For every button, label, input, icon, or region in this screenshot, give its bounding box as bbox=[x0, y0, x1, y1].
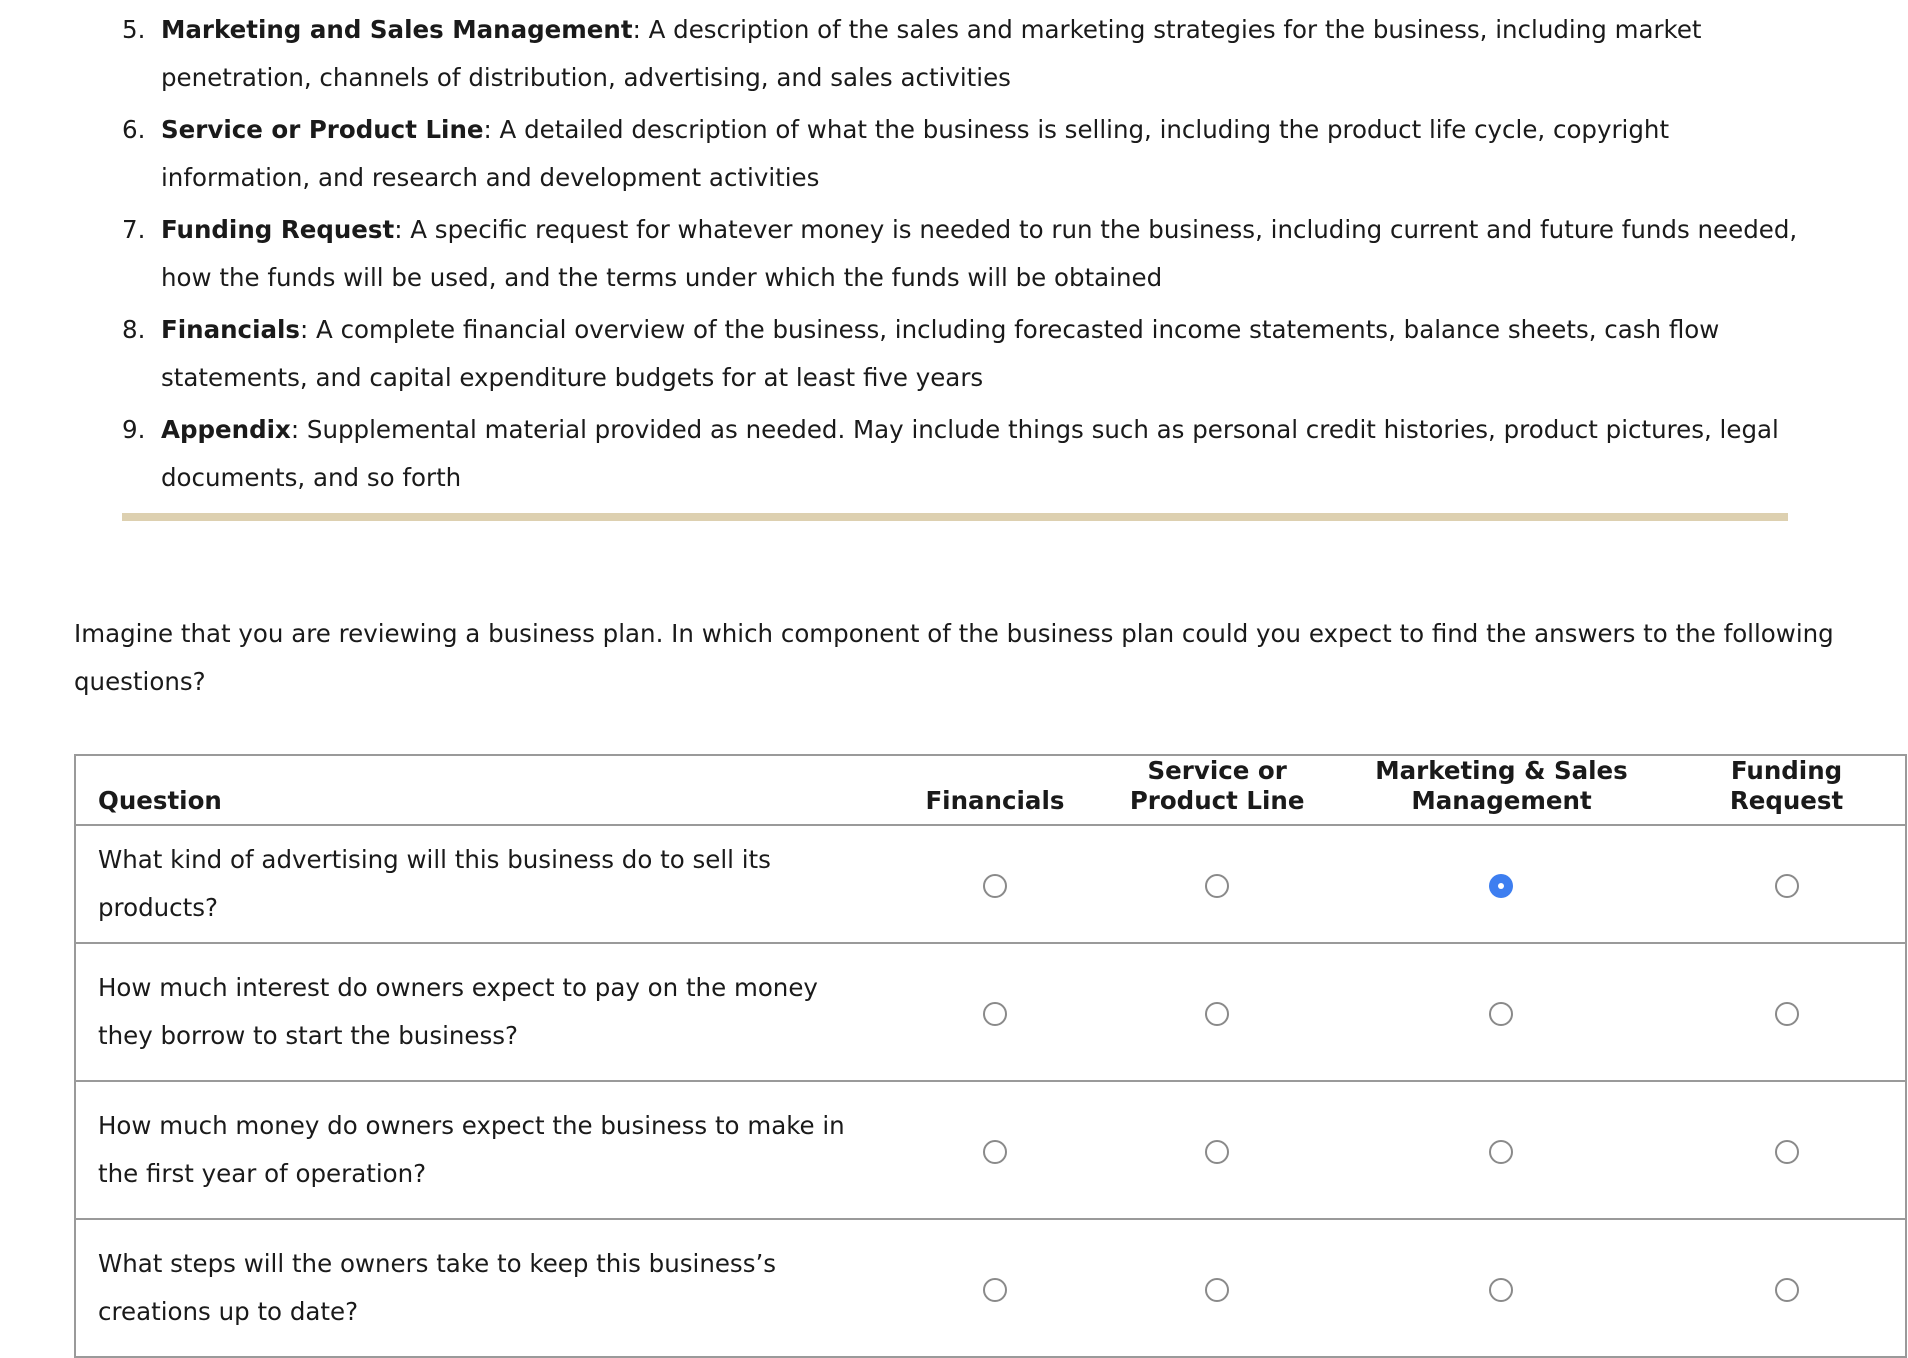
section-divider bbox=[122, 513, 1788, 521]
question-text: How much money do owners expect the business to make in the first year of operation? bbox=[75, 1081, 890, 1219]
table-row bbox=[75, 1219, 1906, 1357]
radio-financials[interactable] bbox=[983, 1140, 1007, 1164]
business-plan-components-list bbox=[122, 6, 1802, 506]
radio-financials[interactable] bbox=[983, 1278, 1007, 1302]
table-row bbox=[75, 825, 1906, 943]
list-item-number: 5. bbox=[122, 15, 146, 44]
list-item bbox=[122, 406, 1802, 502]
radio-marketing-sales[interactable] bbox=[1489, 1140, 1513, 1164]
radio-financials[interactable] bbox=[983, 874, 1007, 898]
list-item-term: Marketing and Sales Management bbox=[161, 15, 633, 44]
column-header-marketing-sales: Marketing & Sales Management bbox=[1335, 755, 1668, 825]
question-text: What kind of advertising will this business do to sell its products? bbox=[75, 825, 890, 943]
list-item-description: : A specific request for whatever money is needed to run the business, including current and future funds needed, how the funds will be used, and the terms under which the funds will be obtained bbox=[161, 215, 1798, 292]
column-header-service-product-line: Service or Product Line bbox=[1099, 755, 1335, 825]
table-row bbox=[75, 943, 1906, 1081]
column-header-financials: Financials bbox=[890, 755, 1099, 825]
list-item-term: Funding Request bbox=[161, 215, 395, 244]
radio-funding-request[interactable] bbox=[1775, 1002, 1799, 1026]
radio-service-product-line[interactable] bbox=[1205, 874, 1229, 898]
matching-question-table bbox=[74, 754, 1907, 1358]
radio-service-product-line[interactable] bbox=[1205, 1140, 1229, 1164]
radio-funding-request[interactable] bbox=[1775, 1140, 1799, 1164]
radio-financials[interactable] bbox=[983, 1002, 1007, 1026]
question-text: What steps will the owners take to keep this business’s creations up to date? bbox=[75, 1219, 890, 1357]
list-item-term: Service or Product Line bbox=[161, 115, 484, 144]
list-item bbox=[122, 306, 1802, 402]
radio-service-product-line[interactable] bbox=[1205, 1278, 1229, 1302]
radio-service-product-line[interactable] bbox=[1205, 1002, 1229, 1026]
radio-marketing-sales[interactable] bbox=[1489, 874, 1513, 898]
list-item-number: 9. bbox=[122, 415, 146, 444]
list-item bbox=[122, 106, 1802, 202]
question-text: How much interest do owners expect to pay on the money they borrow to start the business? bbox=[75, 943, 890, 1081]
list-item bbox=[122, 206, 1802, 302]
list-item-number: 8. bbox=[122, 315, 146, 344]
radio-funding-request[interactable] bbox=[1775, 1278, 1799, 1302]
question-prompt: Imagine that you are reviewing a business plan. In which component of the business plan could you expect to find the answers to the following questions? bbox=[74, 619, 1834, 696]
list-item-description: : A complete financial overview of the business, including forecasted income statements, balance sheets, cash flow statements, and capital expenditure budgets for at least five years bbox=[161, 315, 1720, 392]
list-item-term: Appendix bbox=[161, 415, 291, 444]
list-item-description: : A detailed description of what the business is selling, including the product life cycle, copyright information, and research and development activities bbox=[161, 115, 1670, 192]
list-item-description: : A description of the sales and marketing strategies for the business, including market penetration, channels of distribution, advertising, and sales activities bbox=[161, 15, 1702, 92]
radio-funding-request[interactable] bbox=[1775, 874, 1799, 898]
list-item-description: : Supplemental material provided as needed. May include things such as personal credit histories, product pictures, legal documents, and so forth bbox=[161, 415, 1779, 492]
table-row bbox=[75, 1081, 1906, 1219]
list-item-number: 7. bbox=[122, 215, 146, 244]
radio-marketing-sales[interactable] bbox=[1489, 1278, 1513, 1302]
list-item bbox=[122, 6, 1802, 102]
column-header-funding-request: Funding Request bbox=[1668, 755, 1906, 825]
table-header-row bbox=[75, 755, 1906, 825]
radio-marketing-sales[interactable] bbox=[1489, 1002, 1513, 1026]
list-item-number: 6. bbox=[122, 115, 146, 144]
column-header-question: Question bbox=[75, 755, 890, 825]
list-item-term: Financials bbox=[161, 315, 300, 344]
